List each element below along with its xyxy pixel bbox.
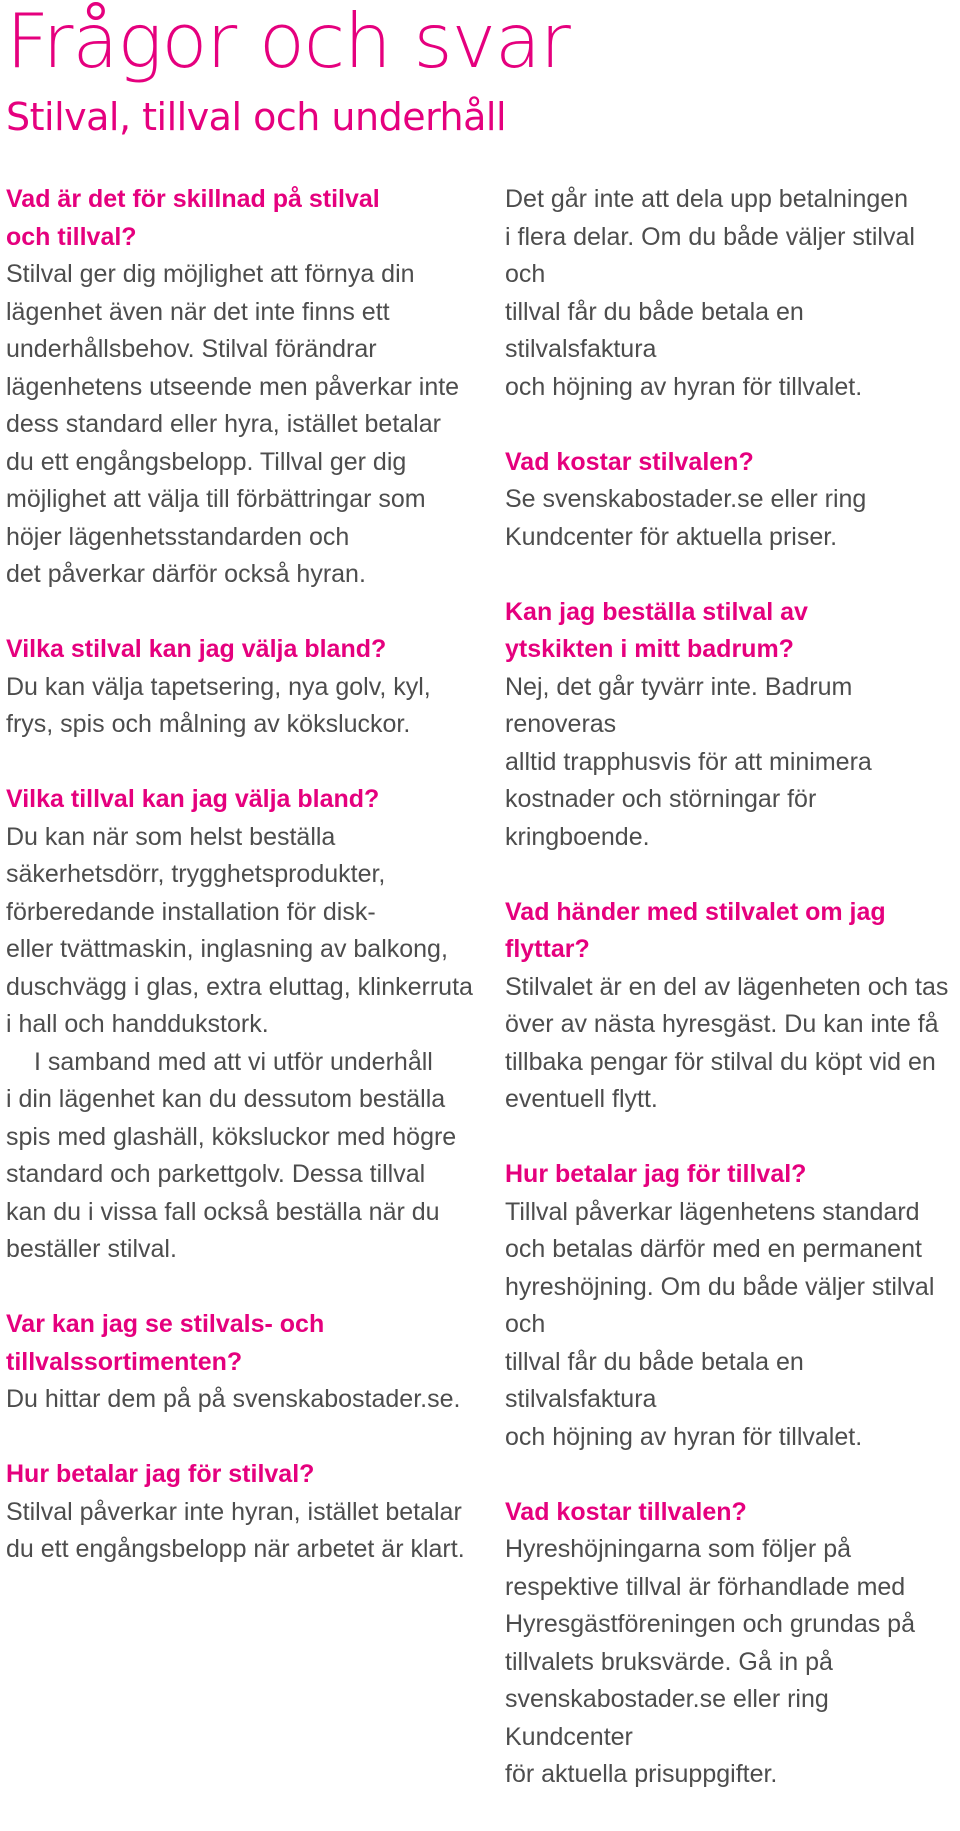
faq-answer-continued: I samband med att vi utför underhåll i din lägenhet kan du dessutom beställa spis med glashäll, köksluckor med högre standard och parkettgolv. Dessa tillval kan du i vissa fall också beställa när du beställer stilval. <box>6 1047 457 1263</box>
faq-question: Vilka stilval kan jag välja bland? <box>6 635 387 663</box>
faq-question: Hur betalar jag för stilval? <box>6 1460 315 1488</box>
faq-question: Var kan jag se stilvals- och tillvalssortimenten? <box>6 1310 325 1376</box>
faq-answer: Du kan när som helst beställa säkerhetsdörr, trygghetsprodukter, förberedande installation för disk- eller tvättmaskin, inglasning av balkong, duschvägg i glas, extra eluttag, klinkerruta i hall och handdukstork. <box>6 822 473 1038</box>
faq-question: Vilka tillval kan jag välja bland? <box>6 785 380 813</box>
page-subtitle: Stilval, tillval och underhåll <box>6 95 507 139</box>
faq-answer: Hyreshöjningarna som följer på respektive tillval är förhandlade med Hyresgästföreningen och grundas på tillvalets bruksvärde. Gå in på svenskabostader.se eller ring Kundcenter för aktuella prisuppgifter. <box>505 1535 915 1788</box>
faq-answer: Stilval ger dig möjlighet att förnya din lägenhet även när det inte finns ett underhållsbehov. Stilval förändrar lägenhetens utseende men påverkar inte dess standard eller hyra, istället betalar du ett engångsbelopp. Tillval ger dig möjlighet att välja till förbättringar som höjer lägenhetsstandarden och det påverkar därför också hyran. <box>6 260 460 588</box>
faq-answer: Tillval påverkar lägenhetens standard och betalas därför med en permanent hyreshöjning. Om du både väljer stilval och tillval får du både betala en stilvalsfaktura och höjning av hyran för tillvalet. <box>505 1197 935 1451</box>
faq-question: Kan jag beställa stilval av ytskikten i mitt badrum? <box>505 597 808 663</box>
faq-item <box>505 894 957 1119</box>
right-column <box>505 181 957 1831</box>
faq-answer: Stilval påverkar inte hyran, istället betalar du ett engångsbelopp när arbetet är klart. <box>6 1497 465 1563</box>
faq-question: Vad händer med stilvalet om jag flyttar? <box>505 897 886 963</box>
faq-item <box>6 781 476 1269</box>
faq-answer: Stilvalet är en del av lägenheten och tas över av nästa hyresgäst. Du kan inte få tillbaka pengar för stilval du köpt vid en eventuell flytt. <box>505 972 949 1113</box>
faq-question: Vad kostar tillvalen? <box>505 1497 747 1526</box>
faq-answer-continued: Det går inte att dela upp betalningen i flera delar. Om du både väljer stilval och tillval får du både betala en stilvalsfaktura och höjning av hyran för tillvalet. <box>505 185 915 401</box>
faq-answer: Nej, det går tyvärr inte. Badrum renoveras alltid trapphusvis för att minimera kostnader och störningar för kringboende. <box>505 672 872 851</box>
faq-question: Vad kostar stilvalen? <box>505 447 754 476</box>
faq-item <box>505 181 957 406</box>
faq-item <box>505 444 957 557</box>
faq-answer: Du hittar dem på på svenskabostader.se. <box>6 1385 461 1413</box>
faq-question: Vad är det för skillnad på stilval och tillval? <box>6 185 380 251</box>
faq-item <box>6 1306 476 1419</box>
left-column <box>6 181 476 1606</box>
faq-item <box>505 1494 957 1794</box>
faq-item <box>6 631 476 744</box>
faq-item <box>6 1456 476 1569</box>
faq-answer: Du kan välja tapetsering, nya golv, kyl, frys, spis och målning av köksluckor. <box>6 672 431 738</box>
faq-item <box>6 181 476 594</box>
faq-question: Hur betalar jag för tillval? <box>505 1160 807 1188</box>
faq-answer: Se svenskabostader.se eller ring Kundcenter för aktuella priser. <box>505 485 867 551</box>
page-title: Frågor och svar <box>6 0 570 85</box>
faq-item <box>505 1156 957 1456</box>
faq-item <box>505 594 957 857</box>
